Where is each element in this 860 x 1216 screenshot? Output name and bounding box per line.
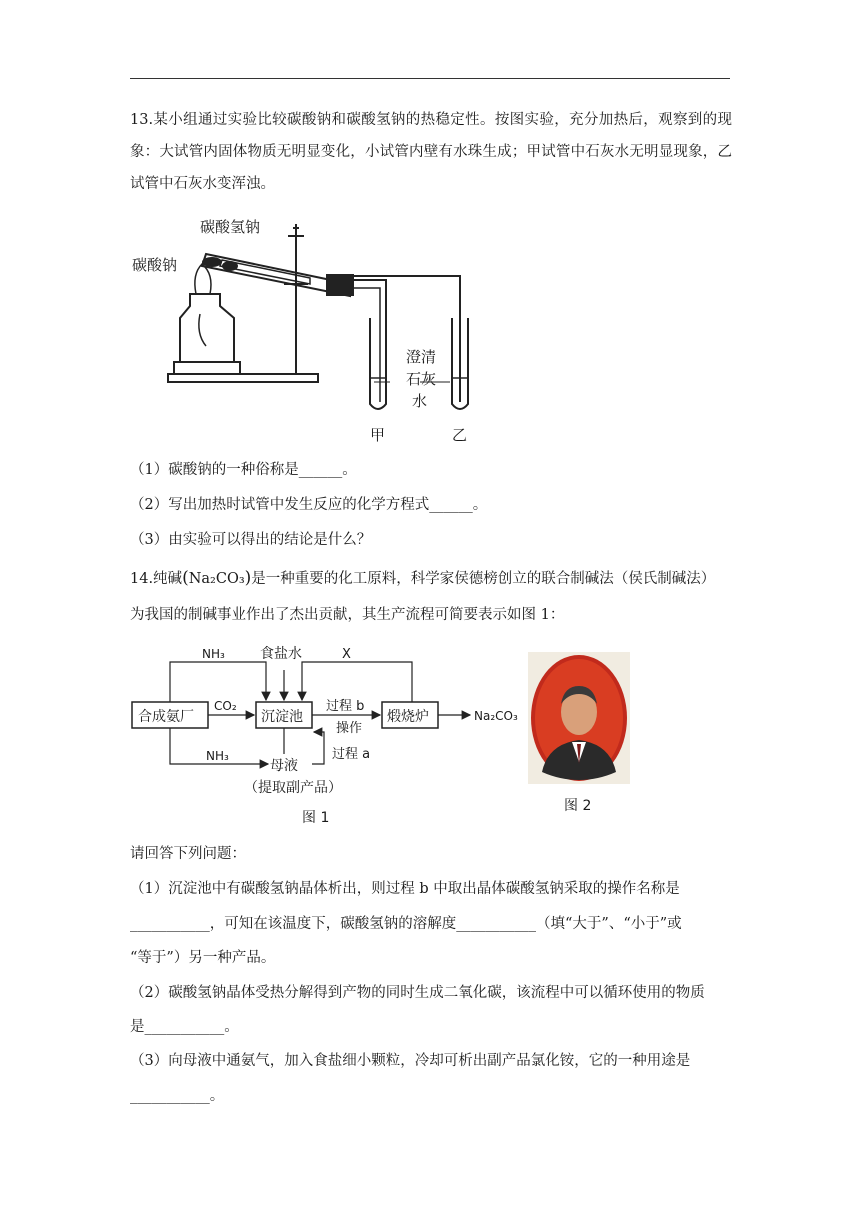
label-brine: 食盐水 bbox=[260, 646, 302, 662]
label-limewater-3: 水 bbox=[412, 392, 428, 410]
nahco3-solid bbox=[222, 261, 238, 271]
q14-formula-paren-close: ) bbox=[244, 568, 252, 588]
box-furnace: 煅烧炉 bbox=[387, 709, 429, 725]
na2co3-solid bbox=[202, 257, 222, 267]
label-operation: 操作 bbox=[336, 721, 363, 736]
q14-formula-paren: ( bbox=[182, 568, 189, 588]
q14-sub3-b: ___________。 bbox=[130, 1088, 225, 1104]
caption-fig2: 图 2 bbox=[564, 798, 592, 814]
label-limewater-1: 澄清 bbox=[406, 348, 437, 366]
label-x: X bbox=[342, 647, 351, 662]
q14-intro bbox=[130, 568, 715, 589]
label-process-a: 过程 a bbox=[332, 747, 371, 762]
q14-intro-a: 14.纯碱 bbox=[130, 571, 183, 587]
label-nh3-top: NH₃ bbox=[202, 647, 225, 661]
label-limewater-2: 石灰 bbox=[406, 370, 437, 388]
q14-sub1-a: （1）沉淀池中有碳酸氢钠晶体析出，则过程 b 中取出晶体碳酸氢钠采取的操作名称是 bbox=[130, 881, 680, 897]
q14-portrait-figure bbox=[528, 652, 630, 820]
label-co2: CO₂ bbox=[214, 699, 237, 713]
q14-prompt: 请回答下列问题： bbox=[130, 846, 246, 862]
q13-sub2: （2）写出加热时试管中发生反应的化学方程式______。 bbox=[130, 497, 488, 513]
box-precip-tank: 沉淀池 bbox=[261, 709, 303, 725]
q14-sub3-a: （3）向母液中通氨气，加入食盐细小颗粒，冷却可析出副产品氯化铵，它的一种用途是 bbox=[130, 1053, 691, 1069]
label-yi: 乙 bbox=[452, 426, 468, 444]
header-rule bbox=[130, 78, 730, 79]
q14-intro-formula: Na₂CO₃ bbox=[188, 571, 245, 587]
label-nahco3: 碳酸氢钠 bbox=[200, 218, 261, 236]
q14-sub2-b: 是___________。 bbox=[130, 1019, 239, 1035]
q14-intro-b: 是一种重要的化工原料，科学家侯德榜创立的联合制碱法（侯氏制碱法） bbox=[251, 571, 716, 587]
label-process-b: 过程 b bbox=[326, 699, 365, 714]
q14-sub2-a: （2）碳酸氢钠晶体受热分解得到产物的同时生成二氧化碳，该流程中可以循环使用的物质 bbox=[130, 985, 705, 1001]
q14-sub1-b: ___________，可知在该温度下，碳酸氢钠的溶解度___________（填“大于”、“小于”或 bbox=[130, 916, 682, 932]
label-byproduct: （提取副产品） bbox=[244, 780, 342, 796]
label-mother-liquor: 母液 bbox=[270, 758, 298, 774]
label-na2co3: 碳酸钠 bbox=[132, 256, 178, 274]
q14-sub1-c: “等于”）另一种产品。 bbox=[130, 950, 276, 966]
q13-apparatus-figure bbox=[130, 214, 475, 446]
label-jia: 甲 bbox=[370, 426, 386, 444]
box-ammonia-plant: 合成氨厂 bbox=[138, 709, 194, 725]
q13-stem: 13.某小组通过实验比较碳酸钠和碳酸氢钠的热稳定性。按图实验，充分加热后，观察到的现象：大试管内固体物质无明显变化，小试管内壁有水珠生成；甲试管中石灰水无明显现象，乙试管中石灰水变浑浊。 bbox=[130, 112, 732, 192]
caption-fig1: 图 1 bbox=[302, 810, 330, 826]
q13-sub3: （3）由实验可以得出的结论是什么？ bbox=[130, 532, 372, 548]
q14-flow-diagram bbox=[130, 640, 530, 830]
q14-intro-line2: 为我国的制碱事业作出了杰出贡献，其生产流程可简要表示如图 1： bbox=[130, 607, 565, 623]
label-product: Na₂CO₃ bbox=[474, 709, 518, 723]
label-nh3-bottom: NH₃ bbox=[206, 749, 229, 763]
q13-sub1: （1）碳酸钠的一种俗称是______。 bbox=[130, 462, 357, 478]
